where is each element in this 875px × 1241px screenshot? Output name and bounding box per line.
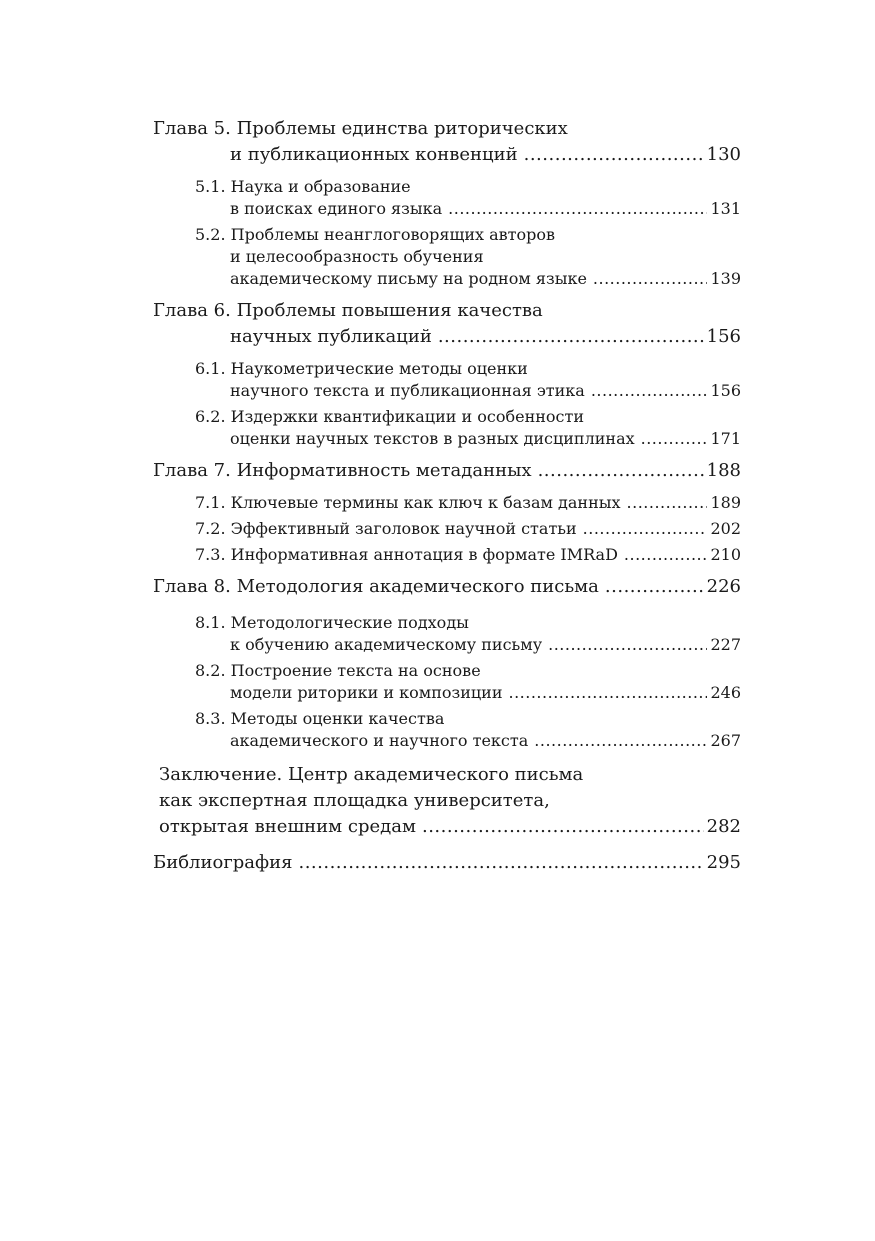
page-number: 171 bbox=[710, 429, 741, 448]
dot-leader bbox=[422, 814, 704, 840]
toc-entry-title: Глава 8. Методология академического письма bbox=[153, 576, 599, 597]
toc-section-6-1[interactable] bbox=[153, 358, 741, 402]
toc-section-7-1[interactable] bbox=[153, 492, 741, 514]
page-number: 267 bbox=[710, 731, 741, 750]
page-number: 226 bbox=[706, 576, 741, 597]
dot-leader bbox=[591, 380, 708, 402]
page-number: 156 bbox=[706, 326, 741, 347]
dot-leader bbox=[298, 850, 703, 876]
toc-entry-title-cont: в поисках единого языка bbox=[230, 199, 443, 218]
page-number: 139 bbox=[710, 269, 741, 288]
page-number: 188 bbox=[706, 460, 741, 481]
toc-entry-title-cont: научных публикаций bbox=[230, 326, 432, 347]
toc-section-5-1[interactable] bbox=[153, 176, 741, 220]
toc-section-8-2[interactable] bbox=[153, 660, 741, 704]
toc-entry-title-cont: академического и научного текста bbox=[230, 731, 529, 750]
page-number: 130 bbox=[706, 144, 741, 165]
page-number: 210 bbox=[710, 545, 741, 564]
dot-leader bbox=[448, 198, 707, 220]
toc-section-5-2[interactable] bbox=[153, 224, 741, 290]
toc-entry-title-cont: модели риторики и композиции bbox=[230, 683, 503, 702]
toc-entry-title: 7.1. Ключевые термины как ключ к базам данных bbox=[195, 493, 621, 512]
page-number: 227 bbox=[710, 635, 741, 654]
dot-leader bbox=[605, 574, 704, 600]
page-number: 202 bbox=[710, 519, 741, 538]
toc-entry-title: Библиография bbox=[153, 852, 293, 873]
toc-entry-title: 8.2. Построение текста на основе bbox=[195, 661, 481, 680]
dot-leader bbox=[583, 518, 708, 540]
toc-entry-title-cont: научного текста и публикационная этика bbox=[230, 381, 585, 400]
dot-leader bbox=[509, 682, 708, 704]
table-of-contents bbox=[153, 116, 741, 876]
toc-bibliography[interactable] bbox=[153, 850, 741, 876]
toc-entry-title: 7.2. Эффективный заголовок научной статьи bbox=[195, 519, 577, 538]
toc-entry-title: Глава 7. Информативность метаданных bbox=[153, 460, 532, 481]
toc-entry-title: 8.3. Методы оценки качества bbox=[195, 709, 445, 728]
toc-entry-title-cont: как экспертная площадка университета, bbox=[159, 790, 550, 811]
toc-conclusion[interactable] bbox=[153, 762, 741, 840]
toc-chapter-5[interactable] bbox=[153, 116, 741, 168]
dot-leader bbox=[627, 492, 708, 514]
toc-entry-title: 5.2. Проблемы неанглоговорящих авторов bbox=[195, 225, 556, 244]
toc-entry-title-cont: открытая внешним средам bbox=[159, 816, 416, 837]
dot-leader bbox=[593, 268, 708, 290]
toc-section-6-2[interactable] bbox=[153, 406, 741, 450]
toc-entry-title-cont: и публикационных конвенций bbox=[230, 144, 518, 165]
toc-section-8-3[interactable] bbox=[153, 708, 741, 752]
dot-leader bbox=[641, 428, 708, 450]
toc-entry-title-cont: оценки научных текстов в разных дисциплинах bbox=[230, 429, 635, 448]
toc-entry-title-cont: к обучению академическому письму bbox=[230, 635, 543, 654]
toc-entry-title: 7.3. Информативная аннотация в формате IMRaD bbox=[195, 545, 618, 564]
toc-entry-title: Глава 6. Проблемы повышения качества bbox=[153, 300, 543, 321]
page-number: 282 bbox=[706, 816, 741, 837]
toc-section-8-1[interactable] bbox=[153, 612, 741, 656]
toc-chapter-6[interactable] bbox=[153, 298, 741, 350]
toc-entry-title-cont: академическому письму на родном языке bbox=[230, 269, 587, 288]
page-number: 189 bbox=[710, 493, 741, 512]
page-number: 295 bbox=[706, 852, 741, 873]
dot-leader bbox=[534, 730, 707, 752]
toc-entry-title-cont: и целесообразность обучения bbox=[230, 247, 484, 266]
toc-chapter-7[interactable] bbox=[153, 458, 741, 484]
toc-entry-title: 8.1. Методологические подходы bbox=[195, 613, 469, 632]
dot-leader bbox=[624, 544, 708, 566]
toc-section-7-3[interactable] bbox=[153, 544, 741, 566]
dot-leader bbox=[438, 324, 704, 350]
page-number: 131 bbox=[710, 199, 741, 218]
toc-entry-title: 6.2. Издержки квантификации и особенности bbox=[195, 407, 584, 426]
toc-section-7-2[interactable] bbox=[153, 518, 741, 540]
page-number: 156 bbox=[710, 381, 741, 400]
dot-leader bbox=[538, 458, 704, 484]
dot-leader bbox=[548, 634, 707, 656]
page-number: 246 bbox=[710, 683, 741, 702]
toc-entry-title: Глава 5. Проблемы единства риторических bbox=[153, 118, 568, 139]
toc-entry-title: 6.1. Наукометрические методы оценки bbox=[195, 359, 528, 378]
dot-leader bbox=[524, 142, 704, 168]
toc-chapter-8[interactable] bbox=[153, 574, 741, 600]
toc-entry-title: 5.1. Наука и образование bbox=[195, 177, 411, 196]
toc-entry-title: Заключение. Центр академического письма bbox=[159, 764, 584, 785]
